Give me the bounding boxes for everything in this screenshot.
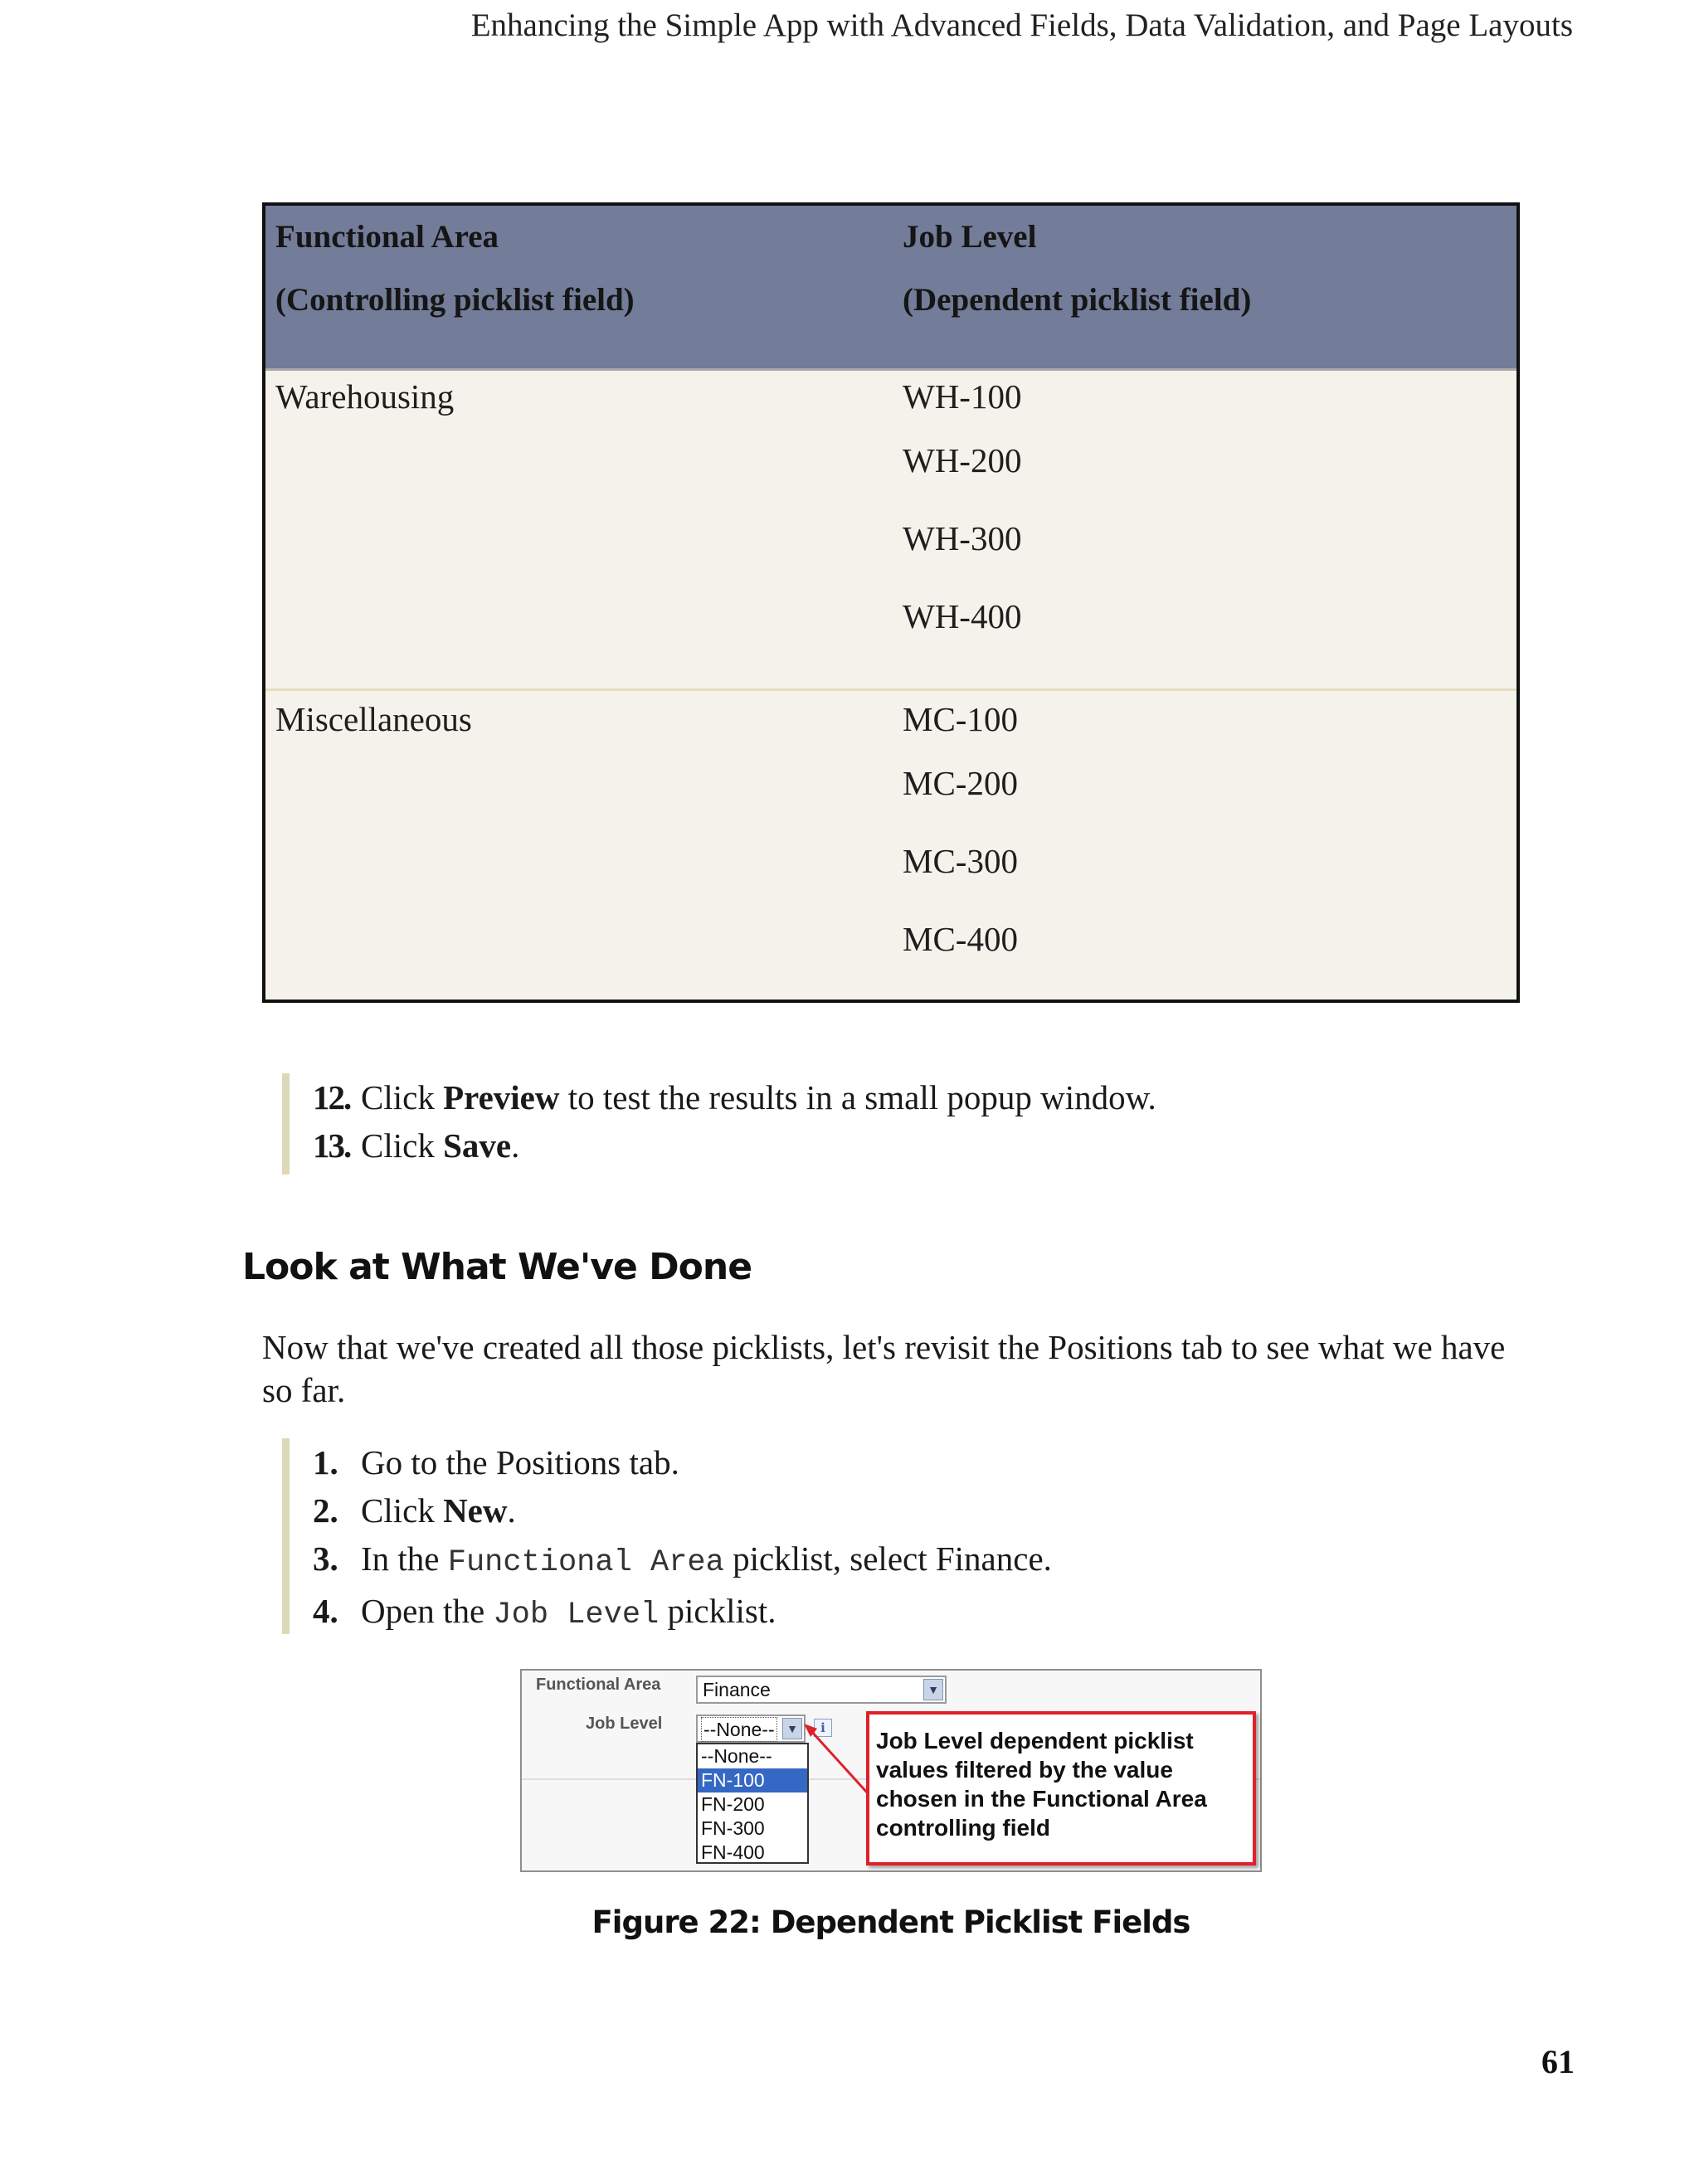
chevron-down-icon[interactable]: ▼: [923, 1679, 943, 1700]
field-name-code: Functional Area: [447, 1545, 724, 1580]
callout-line: chosen in the Functional Area: [876, 1786, 1207, 1812]
job-level-cell: MC-100: [903, 700, 1018, 738]
step-text: Open the: [361, 1592, 494, 1630]
functional-area-label: Functional Area: [536, 1676, 661, 1694]
callout-line: controlling field: [876, 1815, 1050, 1841]
step-number: 2.: [313, 1491, 338, 1530]
figure-caption: Figure 22: Dependent Picklist Fields: [591, 1904, 1190, 1940]
functional-area-cell: Warehousing: [275, 377, 455, 416]
dropdown-option-selected[interactable]: FN-100: [698, 1768, 807, 1792]
list-item: [313, 1438, 1052, 1486]
annotation-callout: [866, 1711, 1256, 1865]
job-level-cell: WH-100: [903, 377, 1022, 416]
step-number: 12.: [313, 1078, 351, 1116]
dropdown-option[interactable]: FN-400: [701, 1841, 765, 1863]
callout-line: values filtered by the value: [876, 1757, 1173, 1783]
running-header: Enhancing the Simple App with Advanced Fields, Data Validation, and Page Layouts: [470, 7, 1573, 43]
functional-area-value: Finance: [703, 1679, 771, 1700]
functional-area-cell: Miscellaneous: [275, 700, 472, 738]
step-text: picklist.: [659, 1592, 776, 1630]
step-bold-text: Preview: [443, 1078, 560, 1116]
step-text: Click: [361, 1126, 444, 1165]
list-item: [313, 1535, 1052, 1587]
step-text: Click: [361, 1491, 444, 1530]
picklist-table: [262, 202, 1520, 1003]
step-text: picklist, select Finance.: [723, 1540, 1052, 1578]
step-text: to test the results in a small popup window.: [559, 1078, 1156, 1116]
step-text: In the: [361, 1540, 448, 1578]
step-text: .: [507, 1491, 516, 1530]
step-number: 1.: [313, 1443, 338, 1481]
list-item: [313, 1073, 1156, 1121]
dropdown-option[interactable]: FN-200: [701, 1793, 765, 1815]
field-name-code: Job Level: [493, 1598, 660, 1632]
info-icon[interactable]: i: [814, 1719, 832, 1737]
step-bold-text: Save: [443, 1126, 512, 1165]
job-level-cell: WH-400: [903, 597, 1022, 635]
callout-line: Job Level dependent picklist: [876, 1728, 1194, 1754]
column-header-job-level: Job Level: [903, 219, 1037, 255]
step-text: Go to the Positions tab.: [361, 1443, 679, 1481]
step-number: 4.: [313, 1592, 338, 1630]
steps-list-positions: [282, 1438, 1052, 1634]
step-number: 13.: [313, 1126, 351, 1165]
steps-list-preview-save: [282, 1073, 1156, 1175]
table-row: [265, 368, 1516, 691]
job-level-label: Job Level: [586, 1715, 663, 1733]
chevron-down-icon[interactable]: ▼: [782, 1718, 802, 1739]
page-number: 61: [1541, 2043, 1575, 2080]
table-header: [265, 206, 1516, 371]
column-subheader-controlling: (Controlling picklist field): [275, 282, 635, 318]
job-level-cell: MC-300: [903, 842, 1018, 880]
list-item: [313, 1121, 1156, 1170]
job-level-cell: MC-200: [903, 764, 1018, 802]
job-level-cell: WH-300: [903, 519, 1022, 557]
dropdown-option[interactable]: FN-300: [701, 1817, 765, 1839]
list-item: [313, 1486, 1052, 1535]
step-bold-text: New: [443, 1491, 508, 1530]
job-level-cell: WH-200: [903, 441, 1022, 479]
step-text: .: [511, 1126, 520, 1165]
step-text: Click: [361, 1078, 444, 1116]
job-level-cell: MC-400: [903, 920, 1018, 958]
dropdown-option[interactable]: --None--: [701, 1745, 772, 1767]
dependent-picklist-screenshot: [520, 1669, 1262, 1872]
step-number: 3.: [313, 1540, 338, 1578]
column-header-functional-area: Functional Area: [275, 219, 499, 255]
body-paragraph: Now that we've created all those picklists, let's revisit the Positions tab to see what we have so far.: [262, 1328, 1506, 1409]
table-row: [265, 691, 1516, 1003]
list-item: [313, 1587, 1052, 1639]
section-heading: Look at What We've Done: [242, 1246, 752, 1288]
job-level-value: --None--: [701, 1717, 777, 1742]
column-subheader-dependent: (Dependent picklist field): [903, 282, 1252, 318]
